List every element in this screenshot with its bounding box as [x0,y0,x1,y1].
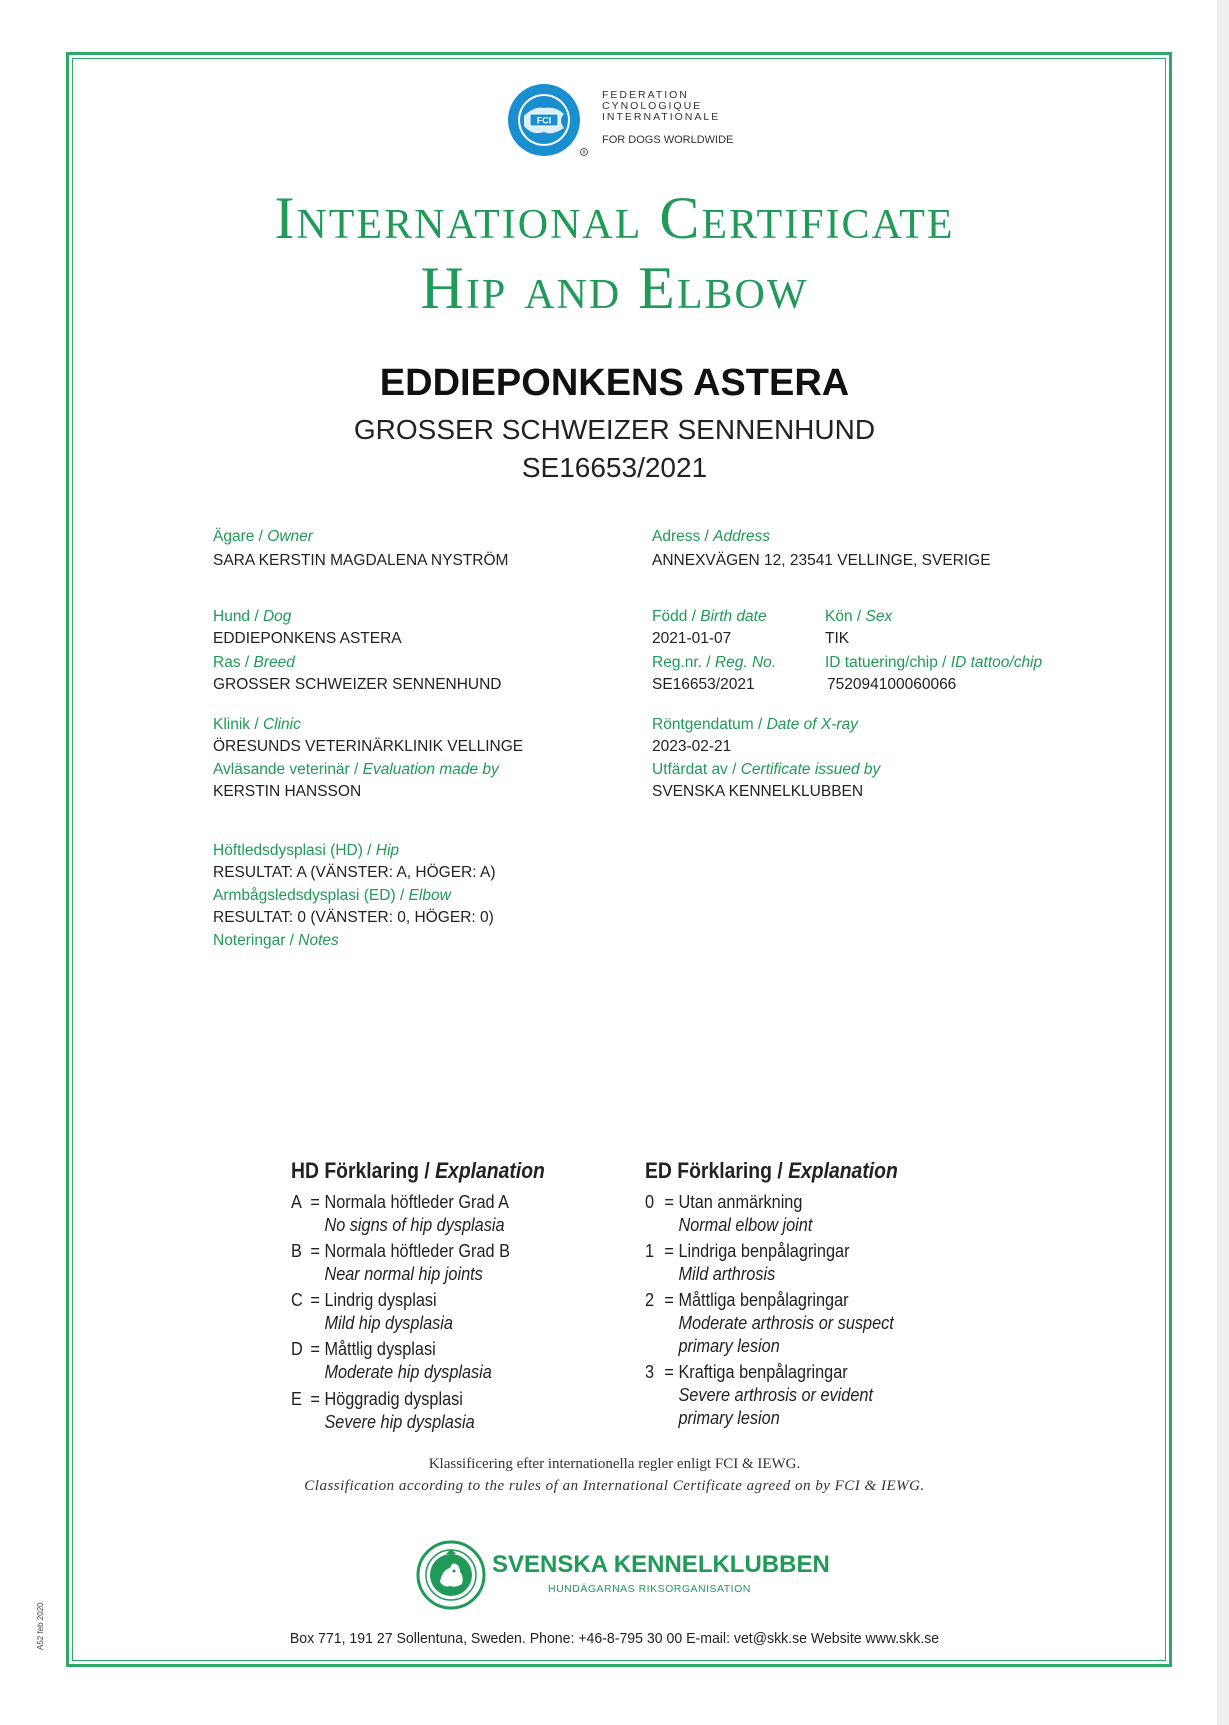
address-label: Adress / Address [652,528,771,545]
classification-note-en: Classification according to the rules of an International Certificate agreed on by FCI & IEWG. [304,1478,925,1494]
dog-reg-heading: SE16653/2021 [521,452,708,483]
form-code: A52 feb 2020 [36,1602,45,1650]
address-value: ANNEXVÄGEN 12, 23541 VELLINGE, SVERIGE [652,552,991,569]
birth-date-label: Född / Birth date [652,608,767,625]
issued-by-value: SVENSKA KENNELKLUBBEN [652,783,864,800]
fci-name-line-2: CYNOLOGIQUE [602,100,703,112]
certificate-title-line-1: International Certificate [274,185,955,251]
sex-label: Kön / Sex [825,608,893,625]
fci-tagline: FOR DOGS WORLDWIDE [602,134,734,146]
skk-subtitle: HUNDÄGARNAS RIKSORGANISATION [548,1583,751,1595]
fci-logo-icon [506,80,596,160]
issued-by-label: Utfärdat av / Certificate issued by [652,761,881,778]
svg-text:®: ® [582,150,586,156]
fci-badge-text: FCI [536,115,552,126]
reg-no-value: SE16653/2021 [652,676,755,693]
xray-date-label: Röntgendatum / Date of X-ray [652,716,858,733]
elbow-result: RESULTAT: 0 (VÄNSTER: 0, HÖGER: 0) [213,909,494,926]
certificate-title-line-2: Hip and Elbow [420,255,809,321]
chip-label: ID tatuering/chip / ID tattoo/chip [825,654,1043,671]
dog-value: EDDIEPONKENS ASTERA [213,630,402,647]
classification-note-sv: Klassificering efter internationella regler enligt FCI & IEWG. [428,1456,801,1472]
dog-name-heading: EDDIEPONKENS ASTERA [379,362,850,404]
vet-value: KERSTIN HANSSON [213,783,362,800]
breed-value: GROSSER SCHWEIZER SENNENHUND [213,676,502,693]
elbow-label: Armbågsledsdysplasi (ED) / Elbow [213,887,451,904]
hip-label: Höftledsdysplasi (HD) / Hip [213,842,400,859]
birth-date-value: 2021-01-07 [652,630,732,647]
vet-label: Avläsande veterinär / Evaluation made by [213,761,499,778]
sex-value: TIK [825,630,850,647]
fci-name [602,90,720,123]
fci-name-line-1: FEDERATION [602,89,689,101]
skk-name: SVENSKA KENNELKLUBBEN [492,1551,830,1578]
notes-label: Noteringar / Notes [213,932,339,949]
owner-value: SARA KERSTIN MAGDALENA NYSTRÖM [213,552,509,569]
hip-result: RESULTAT: A (VÄNSTER: A, HÖGER: A) [213,864,496,881]
reg-no-label: Reg.nr. / Reg. No. [652,654,777,671]
xray-date-value: 2023-02-21 [652,738,732,755]
clinic-label: Klinik / Clinic [213,716,301,733]
contact-footer: Box 771, 191 27 Sollentuna, Sweden. Phone: +46-8-795 30 00 E-mail: vet@skk.se Website www.skk.se [289,1630,940,1647]
hd-explanation-heading: HD Förklaring / Explanation [291,1158,545,1183]
clinic-value: ÖRESUNDS VETERINÄRKLINIK VELLINGE [213,738,524,755]
dog-breed-heading: GROSSER SCHWEIZER SENNENHUND [353,414,876,445]
ed-explanation-heading: ED Förklaring / Explanation [645,1158,898,1183]
dog-label: Hund / Dog [213,608,292,625]
breed-label: Ras / Breed [213,654,295,671]
owner-label: Ägare / Owner [213,528,313,545]
chip-value: 752094100060066 [827,676,957,693]
fci-name-line-3: INTERNATIONALE [602,111,721,123]
skk-emblem-icon [416,1540,486,1610]
